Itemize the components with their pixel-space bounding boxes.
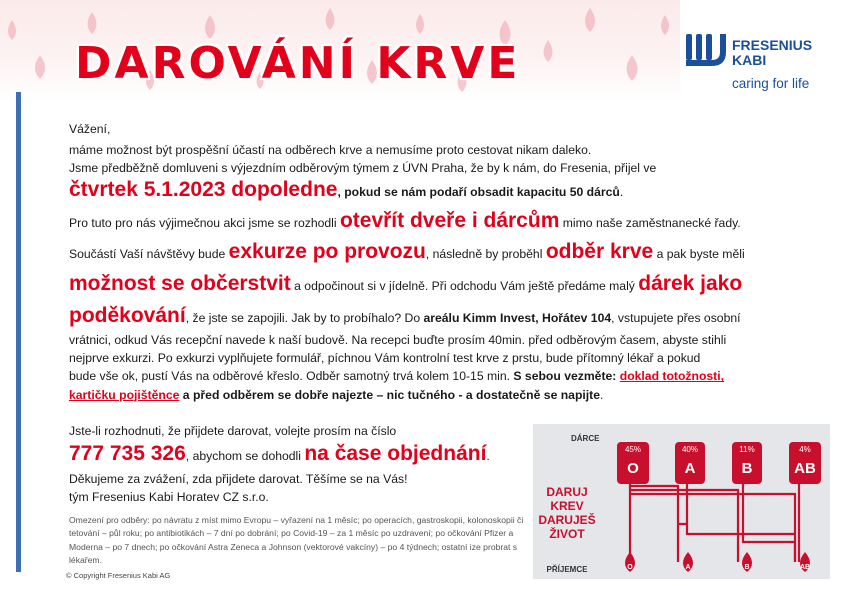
letter-line: máme možnost být prospěšní účastí na odběrech krve a nemusíme proto cestovat nikam daleko. <box>69 143 592 158</box>
copyright: © Copyright Fresenius Kabi AG <box>66 571 171 580</box>
fresenius-logo <box>686 34 836 94</box>
highlight-appointment: na čase objednání <box>304 442 487 465</box>
text-span: Součástí Vaší návštěvy bude <box>69 247 229 262</box>
blood-bag-a <box>675 442 705 484</box>
logo-name <box>732 38 812 68</box>
text-span: , že jste se zapojili. Jak by to probíhalo? Do <box>185 311 424 326</box>
highlight-open-doors: otevřít dveře i dárcům <box>339 209 560 233</box>
letter-line: Jsme předběžně domluveni s výjezdním odběrovým týmem z ÚVN Praha, že by k nám, do Fresenia, přijel ve <box>69 161 657 176</box>
text-span: a odpočinout si v jídelně. Při odchodu Vám ještě předáme malý <box>290 279 639 294</box>
bag-percent: 11% <box>739 445 755 454</box>
letter-line: vrátnici, odkud Vás recepční navede k naší budově. Na recepci buďte prosím 40min. před odběrovým časem, abyste stihli <box>69 333 727 348</box>
bag-type: O <box>627 460 639 477</box>
address: areálu Kimm Invest, Hořátev 104 <box>423 311 612 326</box>
date-paragraph <box>69 177 831 205</box>
phone-number[interactable]: 777 735 326 <box>69 442 186 465</box>
donor-label: DÁRCE <box>571 434 600 443</box>
slogan-line: DARUJEŠ <box>538 513 596 527</box>
recipient-type: AB <box>799 564 811 571</box>
recipient-type: A <box>685 564 691 571</box>
recipient-label: PŘÍJEMCE <box>546 565 588 574</box>
text-span: a pak byste měli <box>653 247 745 262</box>
accent-bar <box>16 92 21 572</box>
contact-section <box>69 422 529 506</box>
text-span: a před odběrem se dobře najezte – nic tučného - a dostatečně se napijte <box>179 387 601 402</box>
insurance-card-link[interactable]: kartičku pojištěnce <box>69 387 180 402</box>
logo-name-line2: KABI <box>732 52 767 68</box>
restrictions-note: Omezení pro odběry: po návratu z míst mimo Evropu – vyřazení na 1 měsíc; po operacích, gastroskopii, kolonoskopii či tetování – půl roku; po antibiotikách – 7 dní po dobrání; po Covid-19 – za 1 měsíc po uzdravení; po očkování Pfizer a Moderna – po 7 dnech; po očkování Astra Zeneca a Johnson (vektorové vakcíny) – po 4 týdnech; ostatní ize probrat s lékařem. <box>69 515 524 565</box>
blood-bag-b <box>732 442 762 484</box>
bag-type: A <box>684 460 696 477</box>
event-date: čtvrtek 5.1.2023 dopoledne <box>69 178 338 202</box>
paragraph-refresh <box>69 271 831 299</box>
slogan-line: KREV <box>550 499 584 513</box>
bring-label: S sebou vezměte: <box>513 369 620 384</box>
highlight-refreshment: možnost se občerstvit <box>69 272 291 296</box>
bag-percent: 40% <box>681 445 699 454</box>
letter-line <box>69 386 831 404</box>
text-span: , následně by proběhl <box>425 247 546 262</box>
bag-percent: 4% <box>799 445 811 454</box>
recipient-type: B <box>744 564 750 571</box>
text-span: . <box>486 449 490 463</box>
bag-type: B <box>741 460 753 477</box>
text-span: , abychom se dohodli <box>185 449 305 463</box>
signature: tým Fresenius Kabi Horatev CZ s.r.o. <box>69 490 269 504</box>
highlight-thanks: poděkování <box>69 304 186 328</box>
slogan-line: ŽIVOT <box>549 527 585 541</box>
text-span: Pro tuto pro nás výjimečnou akci jsme se rozhodli <box>69 216 340 231</box>
logo-name-line1: FRESENIUS <box>732 37 813 53</box>
paragraph-visit <box>69 239 831 267</box>
highlight-tour: exkurze po provozu <box>228 240 426 264</box>
slogan-line: DARUJ <box>546 485 588 499</box>
recipient-type: O <box>627 564 633 571</box>
paragraph-thanks <box>69 303 831 331</box>
letter-line: nejprve exkurzi. Po exkurzi vyplňujete formulář, píchnou Vám kontrolní test krve z prstu, bude přítomný lékař a pokud <box>69 351 701 366</box>
text-span: , vstupujete přes osobní <box>611 311 741 326</box>
fresenius-logo-icon <box>686 34 728 74</box>
thanks-line: Děkujeme za zvážení, zda přijdete darovat. Těšíme se na Vás! <box>69 472 408 486</box>
bag-type: AB <box>794 460 816 477</box>
blood-bag-o <box>617 442 649 484</box>
letter-body <box>69 120 831 404</box>
contact-intro: Jste-li rozhodnuti, že přijdete darovat, volejte prosím na číslo <box>69 424 397 438</box>
paragraph-doors <box>69 208 831 236</box>
phone-line <box>69 440 529 470</box>
logo-tagline: caring for life <box>732 76 810 91</box>
bag-percent: 45% <box>624 445 642 454</box>
text-span: bude vše ok, pustí Vás na odběrové křeslo. Odběr samotný trvá kolem 10-15 min. <box>69 369 514 384</box>
date-note: , pokud se nám podaří obsadit kapacitu 50 dárců <box>337 185 620 200</box>
id-document-link[interactable]: doklad totožnosti, <box>619 369 725 384</box>
date-end: . <box>619 185 624 200</box>
blood-types-infographic <box>533 424 830 579</box>
text-span: . <box>600 387 604 402</box>
text-span: mimo naše zaměstnanecké řady. <box>559 216 741 231</box>
greeting: Vážení, <box>69 122 111 136</box>
highlight-gift: dárek jako <box>638 272 743 296</box>
blood-bag-ab <box>789 442 821 484</box>
page-title: DAROVÁNÍ KRVE <box>75 38 521 89</box>
letter-line <box>69 367 831 385</box>
highlight-blood-draw: odběr krve <box>545 240 654 264</box>
